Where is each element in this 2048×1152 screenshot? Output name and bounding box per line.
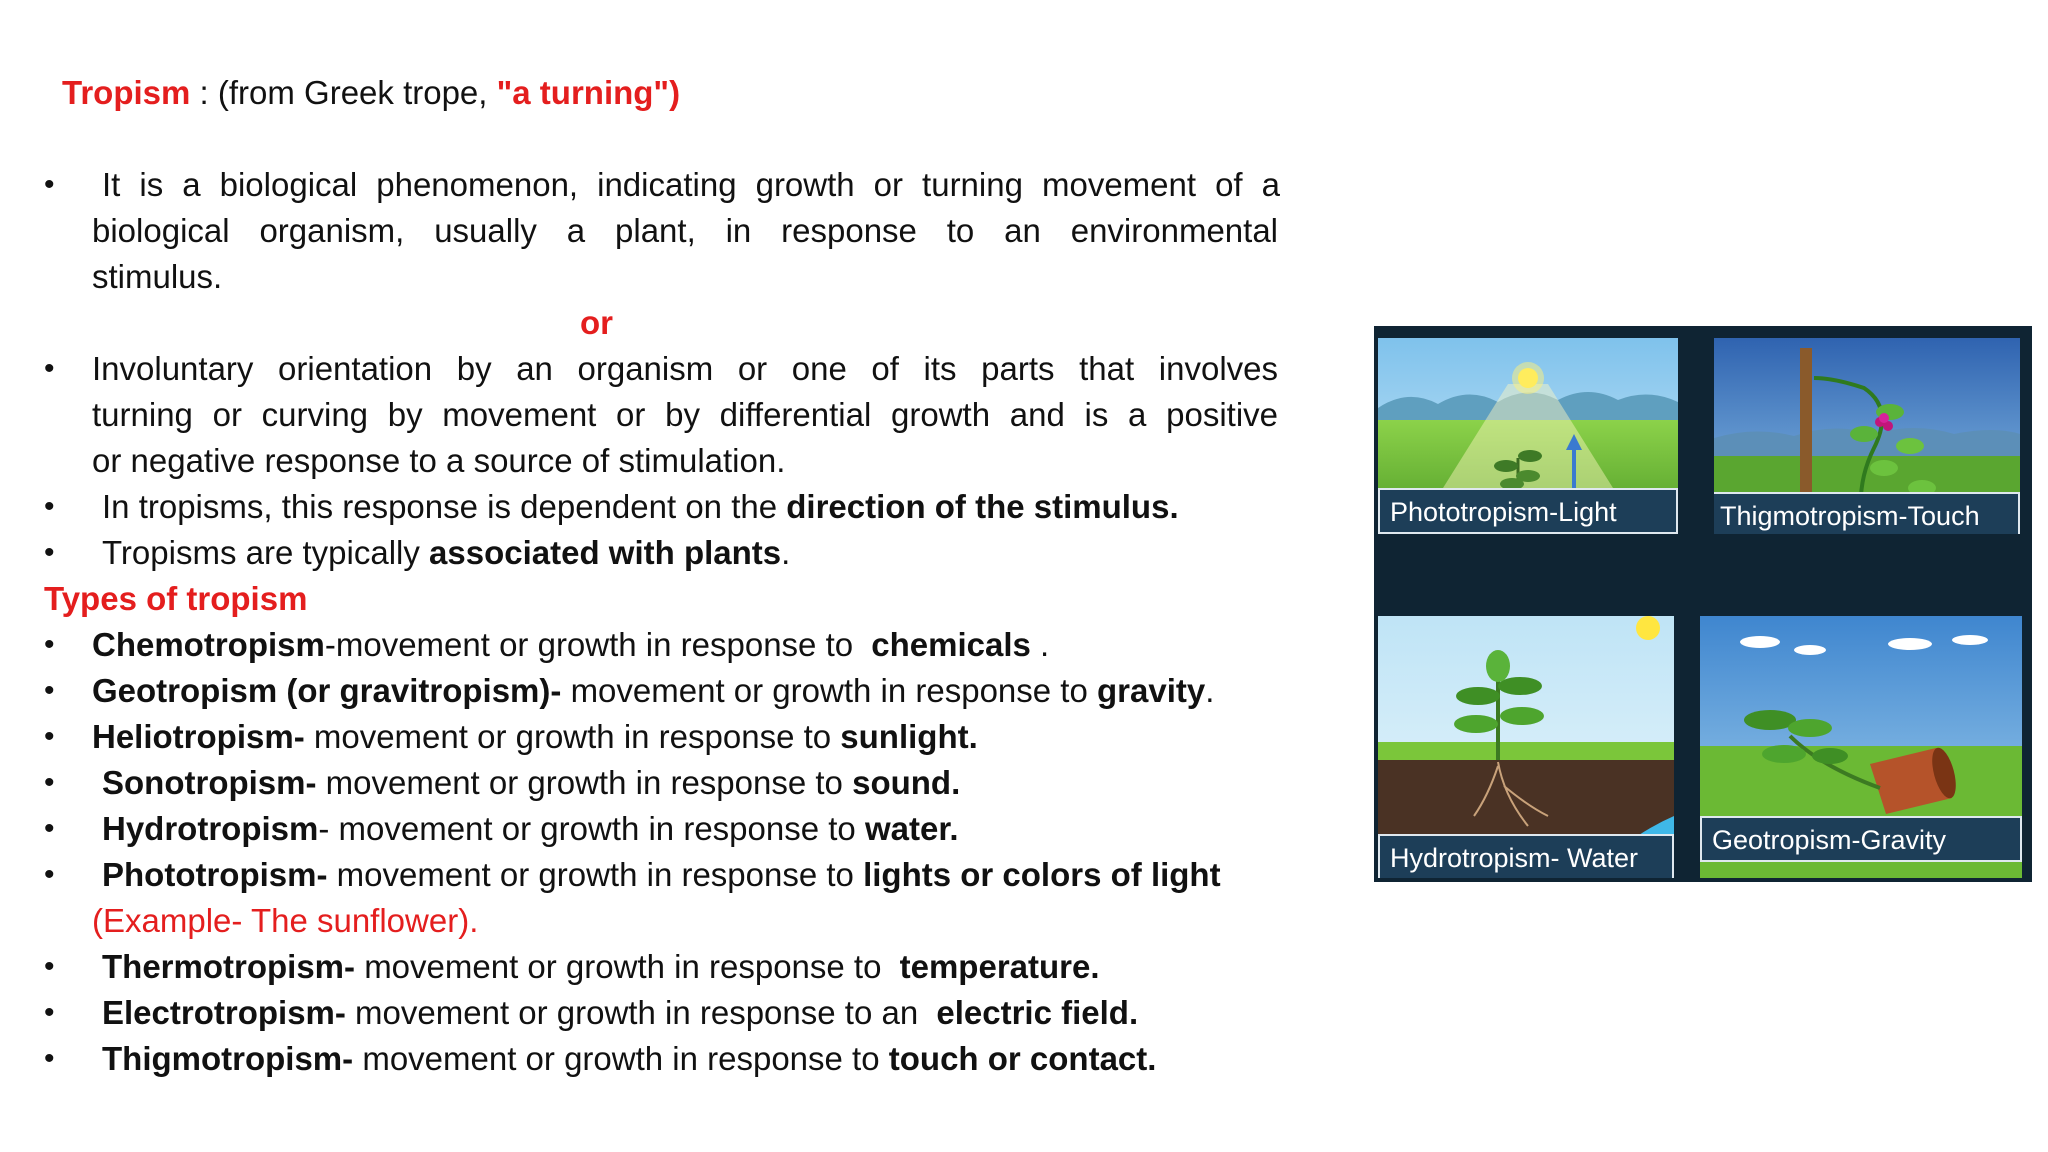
title-meaning: "a turning") [496, 74, 681, 111]
bullet-icon: • [44, 812, 55, 845]
type-text: movement or growth in response to [336, 856, 854, 893]
alt-definition-line-3: or negative response to a source of stimulation. [92, 442, 786, 479]
bullet-icon: • [44, 1042, 55, 1075]
dependence-text: In tropisms, this response is dependent on the [102, 488, 778, 525]
type-text: movement or growth in response to [364, 948, 882, 985]
type-stimulus: sunlight. [840, 718, 978, 755]
bullet-icon: • [44, 490, 55, 523]
definition-line-2: biological organism, usually a plant, in response to an environmental [92, 212, 1278, 249]
type-text: movement or growth in response to [325, 764, 843, 801]
association-emphasis: associated with plants [429, 534, 782, 571]
type-name: Thermotropism- [102, 948, 356, 985]
type-name: Chemotropism [92, 626, 325, 663]
bullet-icon: • [44, 720, 55, 753]
bullet-icon: • [44, 536, 55, 569]
type-stimulus: water. [864, 810, 959, 847]
or-separator: or [580, 304, 613, 341]
association-line [102, 530, 790, 576]
type-stimulus: chemicals [871, 626, 1031, 663]
type-text: movement or growth in response to an [355, 994, 919, 1031]
dependence-emphasis: direction of the stimulus. [786, 488, 1179, 525]
panel-label: Hydrotropism- Water [1378, 834, 1674, 878]
bullet-icon: • [44, 950, 55, 983]
list-item [102, 944, 1100, 990]
type-name: Heliotropism- [92, 718, 305, 755]
geotropism-illustration [1700, 616, 2022, 878]
bullet-icon: • [44, 996, 55, 1029]
bullet-icon: • [44, 628, 55, 661]
types-heading: Types of tropism [44, 580, 308, 617]
definition-line-1: It is a biological phenomenon, indicating growth or turning movement of a [102, 166, 1280, 203]
list-item [102, 1036, 1156, 1082]
association-end: . [781, 534, 791, 571]
bullet-icon: • [44, 352, 55, 385]
list-item [92, 668, 1214, 714]
type-name: Thigmotropism- [102, 1040, 354, 1077]
type-stimulus: temperature. [899, 948, 1100, 985]
association-text: Tropisms are typically [102, 534, 420, 571]
alt-definition-line-1: Involuntary orientation by an organism or one of its parts that involves [92, 350, 1278, 387]
title-origin: (from Greek trope, [217, 74, 488, 111]
type-name: Hydrotropism [102, 810, 319, 847]
panel-label: Thigmotropism-Touch [1714, 492, 2020, 534]
bullet-icon: • [44, 766, 55, 799]
type-name: Electrotropism- [102, 994, 346, 1031]
list-item [102, 806, 959, 852]
type-name: Sonotropism- [102, 764, 317, 801]
type-stimulus: sound. [852, 764, 961, 801]
list-item [92, 714, 978, 760]
dependence-line [102, 484, 1179, 530]
type-stimulus: touch or contact. [888, 1040, 1157, 1077]
hydrotropism-illustration [1378, 616, 1674, 878]
example-note: (Example- The sunflower). [92, 902, 479, 939]
bullet-icon: • [44, 858, 55, 891]
type-name: Phototropism- [102, 856, 328, 893]
bullet-icon: • [44, 168, 55, 201]
type-text: -movement or growth in response to [324, 626, 854, 663]
type-end: . [1205, 672, 1215, 709]
type-text: - movement or growth in response to [318, 810, 856, 847]
type-stimulus: electric field. [936, 994, 1139, 1031]
definition-line-3: stimulus. [92, 258, 223, 295]
thigmotropism-illustration [1714, 338, 2020, 534]
type-stimulus: lights or colors of light [863, 856, 1221, 893]
list-item [102, 990, 1138, 1036]
type-text: movement or growth in response to [570, 672, 1088, 709]
slide-title [62, 70, 680, 116]
tropism-figure [1374, 326, 2032, 882]
title-colon: : [199, 74, 209, 111]
type-text: movement or growth in response to [362, 1040, 880, 1077]
list-item [92, 622, 1049, 668]
type-stimulus: gravity [1097, 672, 1206, 709]
list-item [102, 852, 1221, 898]
panel-label: Phototropism-Light [1378, 488, 1678, 534]
alt-definition-line-2: turning or curving by movement or by differential growth and is a positive [92, 396, 1278, 433]
type-name: Geotropism (or gravitropism)- [92, 672, 562, 709]
title-term: Tropism [62, 74, 191, 111]
type-text: movement or growth in response to [313, 718, 832, 755]
panel-label: Geotropism-Gravity [1700, 816, 2022, 862]
type-end: . [1030, 626, 1050, 663]
bullet-icon: • [44, 674, 55, 707]
list-item [102, 760, 960, 806]
phototropism-illustration [1378, 338, 1678, 534]
